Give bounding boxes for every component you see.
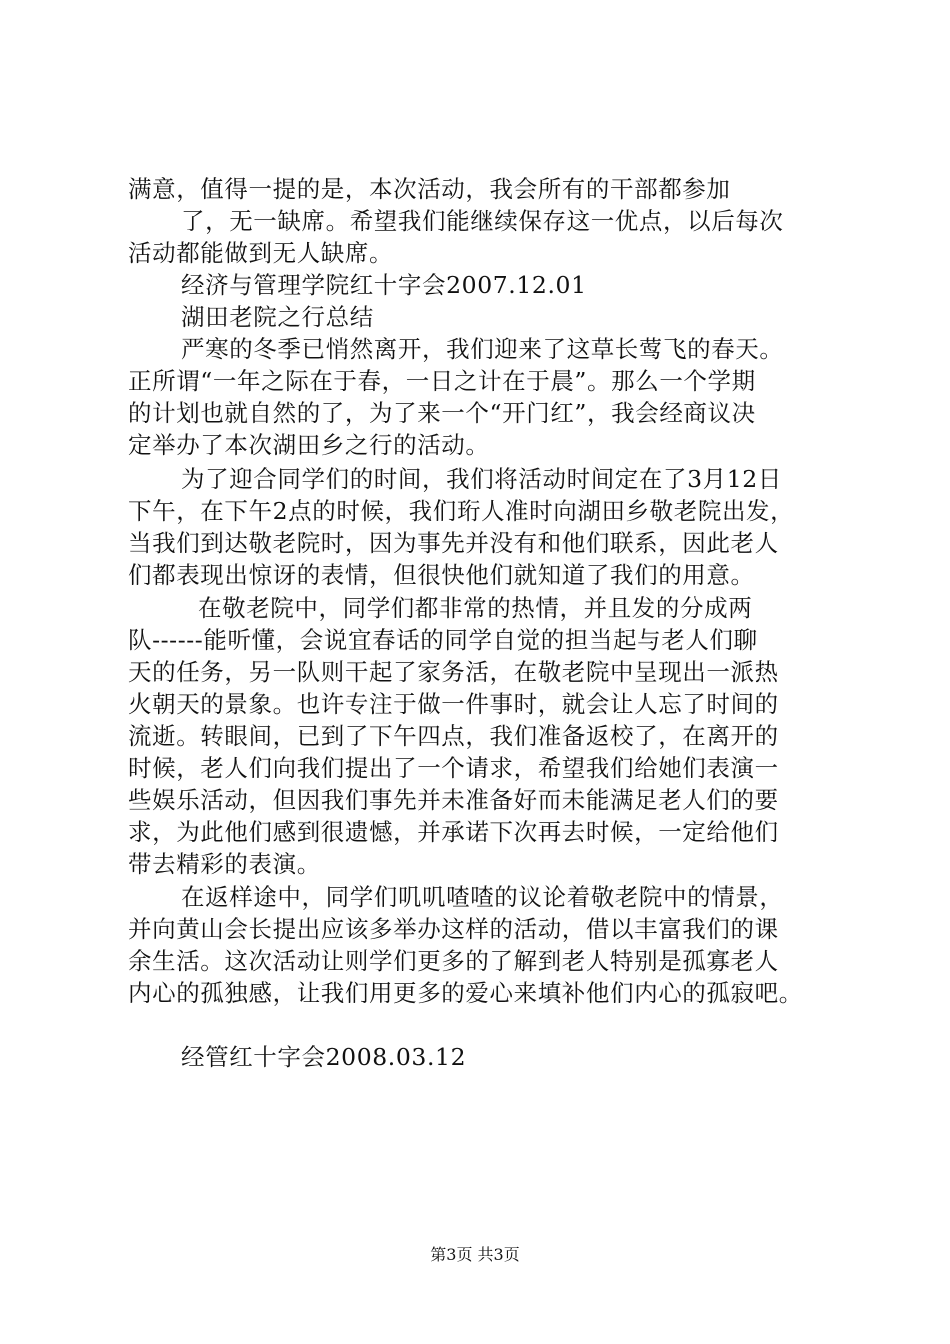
text-line: 并向黄山会长提出应该多举办这样的活动，借以丰富我们的课 bbox=[128, 915, 779, 943]
text-line: 队------能听懂，会说宜春话的同学自觉的担当起与老人们聊 bbox=[128, 626, 758, 654]
signature-line: 经济与管理学院红十字会2007.12.01 bbox=[181, 271, 587, 299]
text-line: 余生活。这次活动让则学们更多的了解到老人特别是孤寡老人 bbox=[128, 947, 779, 975]
text-line: 为了迎合同学们的时间，我们将活动时间定在了3月12日 bbox=[181, 465, 782, 493]
signature-line: 经管红十字会2008.03.12 bbox=[181, 1043, 467, 1071]
text-line: 时候，老人们向我们提出了一个请求，希望我们给她们表演一 bbox=[128, 754, 779, 782]
text-line: 满意，值得一提的是，本次活动，我会所有的干部都参加 bbox=[128, 175, 731, 203]
text-line: 正所谓“一年之际在于春，一日之计在于晨”。那么一个学期 bbox=[128, 367, 756, 395]
text-line: 当我们到达敬老院时，因为事先并没有和他们联系，因此老人 bbox=[128, 529, 779, 557]
text-line: 们都表现出惊讶的表情，但很快他们就知道了我们的用意。 bbox=[128, 561, 755, 589]
text-line: 在返样途中，同学们叽叽喳喳的议论着敬老院中的情景， bbox=[181, 883, 784, 911]
text-line: 些娱乐活动，但因我们事先并未准备好而未能满足老人们的要 bbox=[128, 786, 779, 814]
text-line: 的计划也就自然的了，为了来一个“开门红”，我会经商议决 bbox=[128, 399, 756, 427]
text-line: 内心的孤独感，让我们用更多的爱心来填补他们内心的孤寂吧。 bbox=[128, 979, 803, 1007]
text-line: 流逝。转眼间，已到了下午四点，我们准备返校了，在离开的 bbox=[128, 722, 779, 750]
text-line: 了，无一缺席。希望我们能继续保存这一优点，以后每次 bbox=[181, 207, 784, 235]
page-footer: 第3页 共3页 bbox=[430, 1245, 520, 1264]
text-line: 下午，在下午2点的时候，我们珩人准时向湖田乡敬老院出发， bbox=[128, 497, 795, 525]
text-line: 求，为此他们感到很遗憾，并承诺下次再去时候，一定给他们 bbox=[128, 818, 779, 846]
text-line: 定举办了本次湖田乡之行的活动。 bbox=[128, 431, 490, 459]
text-line: 在敬老院中，同学们都非常的热情，并且发的分成两 bbox=[198, 594, 753, 622]
text-line: 火朝天的景象。也许专注于做一件事时，就会让人忘了时间的 bbox=[128, 690, 779, 718]
text-line: 活动都能做到无人缺席。 bbox=[128, 239, 394, 267]
text-line: 天的任务，另一队则干起了家务活，在敬老院中呈现出一派热 bbox=[128, 658, 779, 686]
text-line: 严寒的冬季已悄然离开，我们迎来了这草长莺飞的春天。 bbox=[181, 335, 784, 363]
section-title: 湖田老院之行总结 bbox=[181, 303, 374, 331]
text-line: 带去精彩的表演。 bbox=[128, 850, 321, 878]
